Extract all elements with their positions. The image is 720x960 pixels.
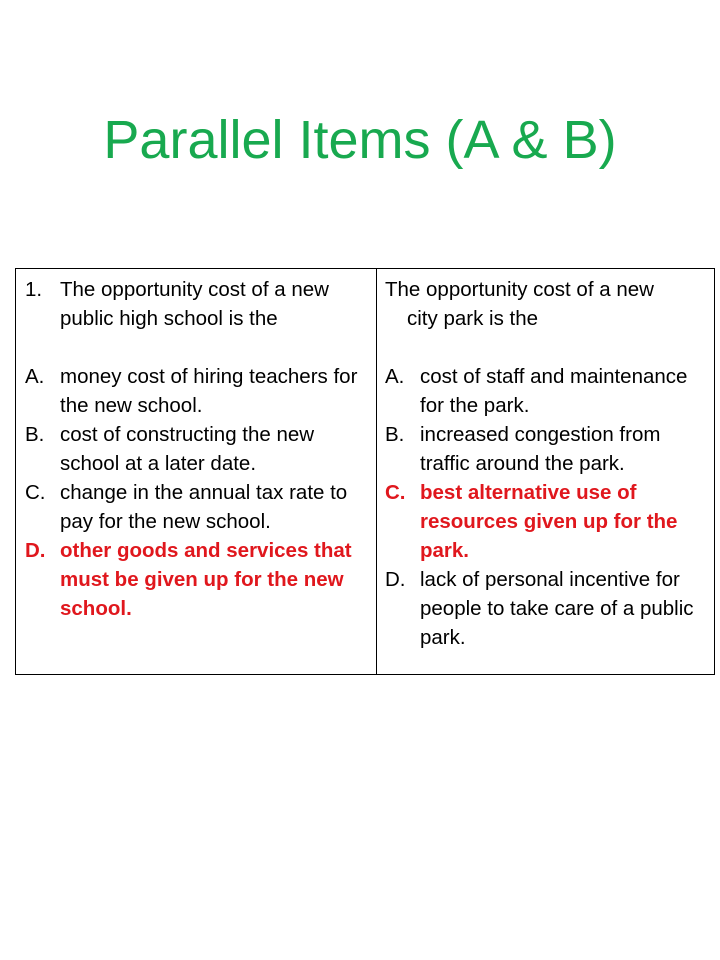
option-text: money cost of hiring teachers for the new school. [60, 365, 358, 417]
slide-title: Parallel Items (A & B) [103, 110, 617, 170]
option-letter: A. [385, 365, 405, 388]
option-text: cost of staff and maintenance for the park. [420, 365, 688, 417]
option-text: cost of constructing the new school at a later date. [60, 423, 315, 475]
item-a-option-b [25, 420, 372, 478]
option-letter: C. [385, 481, 406, 504]
item-b-option-d [385, 565, 710, 652]
item-a-stem-text: The opportunity cost of a new public high school is the [60, 278, 329, 330]
option-letter: D. [385, 568, 406, 591]
item-b-column [377, 269, 714, 674]
item-b-option-b [385, 420, 710, 478]
item-a-option-c [25, 478, 372, 536]
spacer [25, 333, 372, 362]
item-a-option-d-correct [25, 536, 372, 623]
item-b-stem-line1: The opportunity cost of a new [385, 278, 654, 301]
parallel-items-table [15, 268, 715, 675]
option-text: lack of personal incentive for people to take care of a public park. [420, 568, 694, 649]
spacer [385, 333, 710, 362]
option-letter: B. [385, 423, 405, 446]
option-letter: C. [25, 481, 46, 504]
item-b-stem [385, 275, 710, 333]
option-text: best alternative use of resources given up for the park. [420, 481, 678, 562]
option-letter: B. [25, 423, 45, 446]
item-a-option-a [25, 362, 372, 420]
option-text: change in the annual tax rate to pay for the new school. [60, 481, 348, 533]
option-text: increased congestion from traffic around the park. [420, 423, 661, 475]
item-b-stem-line2: city park is the [407, 307, 539, 330]
option-letter: D. [25, 539, 46, 562]
item-a-number: 1. [25, 278, 43, 301]
item-a-stem [25, 275, 372, 333]
item-b-option-c-correct [385, 478, 710, 565]
option-text: other goods and services that must be given up for the new school. [60, 539, 352, 620]
item-b-option-a [385, 362, 710, 420]
item-a-column [16, 269, 377, 674]
option-letter: A. [25, 365, 45, 388]
